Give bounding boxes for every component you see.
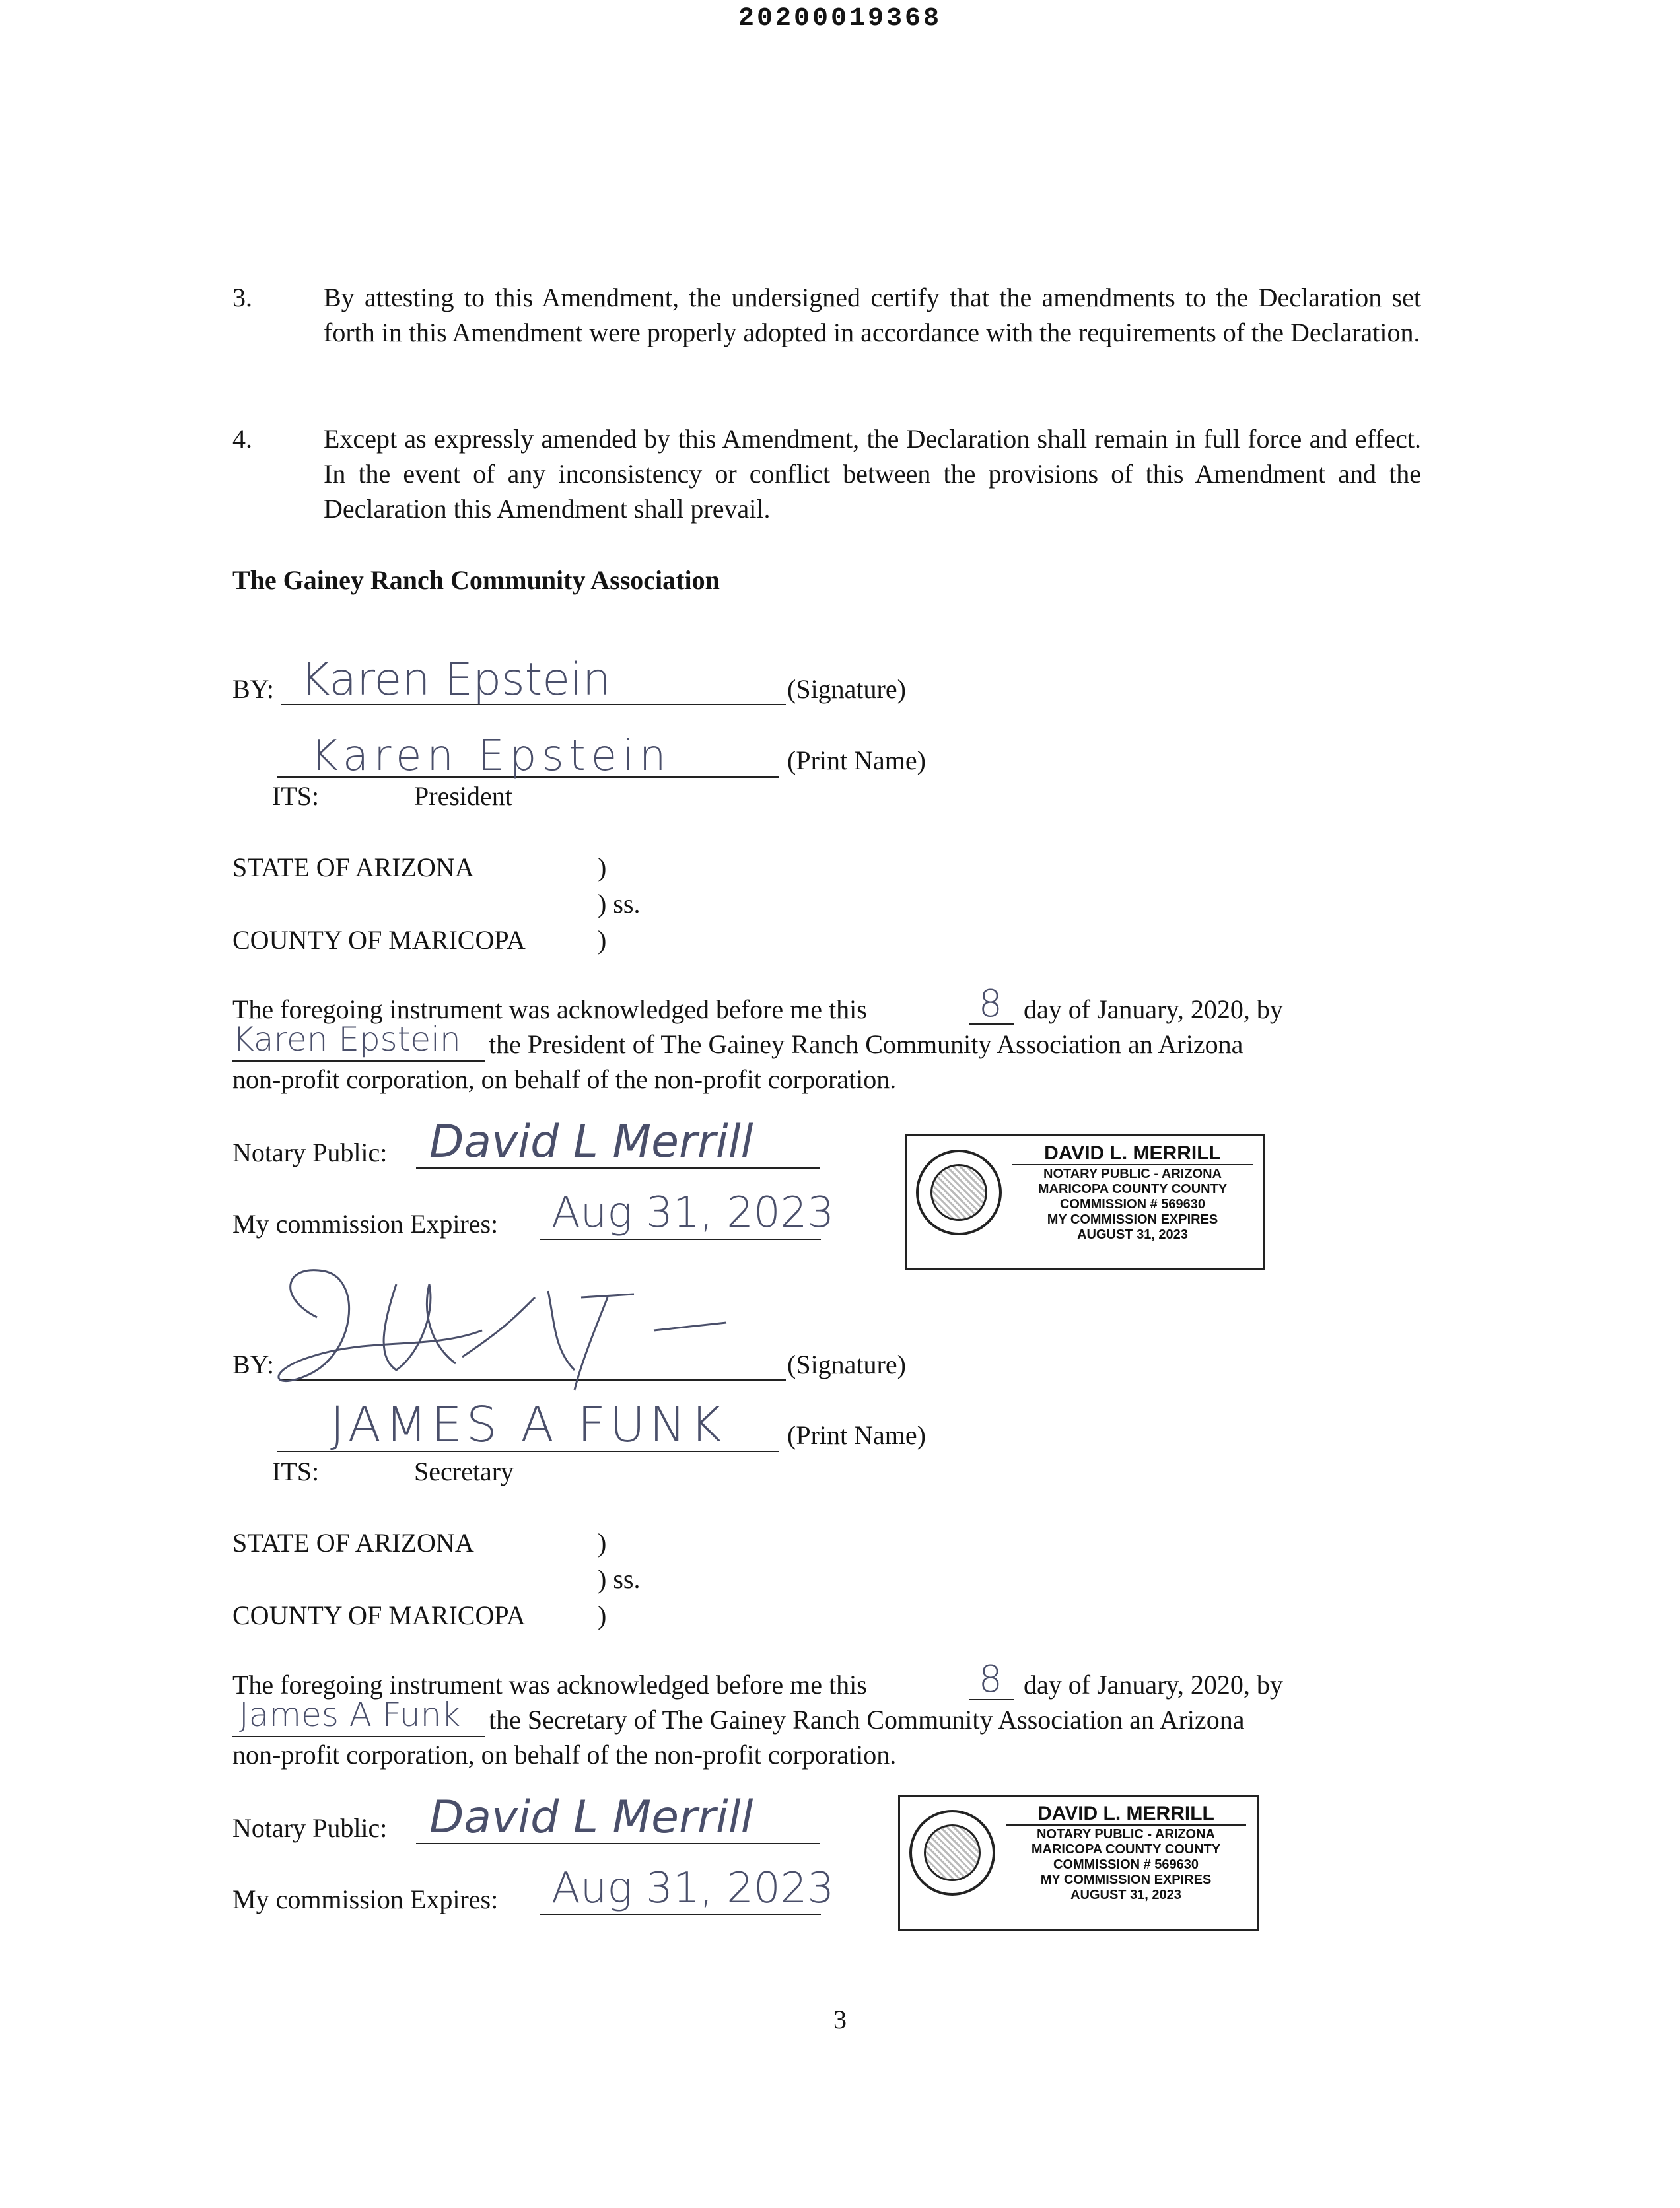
ack-line-1-after: day of January, 2020, by (1024, 1670, 1283, 1700)
print-name-label: (Print Name) (787, 745, 926, 775)
signature-label: (Signature) (787, 674, 906, 704)
commission-expires-label: My commission Expires: (232, 1209, 499, 1239)
signature-karen-epstein: Karen Epstein (300, 654, 612, 706)
signer-title: Secretary (414, 1457, 514, 1486)
stamp-name: DAVID L. MERRILL (1012, 1143, 1253, 1165)
paren: ) (598, 925, 607, 955)
ack-line-1-after: day of January, 2020, by (1024, 994, 1283, 1024)
paren: ) (598, 1528, 607, 1558)
notary-public-label: Notary Public: (232, 1813, 388, 1843)
page-number: 3 (833, 2005, 847, 2034)
stamp-line: AUGUST 31, 2023 (1077, 1227, 1188, 1242)
state-of-arizona-seal-icon (909, 1810, 995, 1896)
its-label: ITS: (272, 781, 320, 811)
ss-label: ) ss. (598, 889, 641, 918)
ack-name: James A Funk (239, 1696, 461, 1734)
notary-signature: David L Merrill (429, 1791, 753, 1844)
ack-name: Karen Epstein (232, 1020, 461, 1058)
print-name-label: (Print Name) (787, 1420, 926, 1450)
state-label: STATE OF ARIZONA (232, 852, 474, 882)
print-name-james-funk: JAMES A FUNK (330, 1397, 726, 1453)
by-label: BY: (232, 1350, 275, 1379)
signer-title: President (414, 781, 512, 811)
ack-line-2: the President of The Gainey Ranch Community Association an Arizona (489, 1029, 1243, 1059)
stamp-line: AUGUST 31, 2023 (1070, 1888, 1181, 1902)
ack-name-line (232, 1736, 485, 1737)
paragraph-4 (232, 421, 1421, 526)
ack-day: 8 (979, 1658, 1002, 1701)
paragraph-number: 4. (232, 424, 252, 454)
commission-expires-label: My commission Expires: (232, 1884, 499, 1914)
expires-line (540, 1914, 821, 1915)
notary-signature: David L Merrill (429, 1116, 753, 1168)
ack-line-3: non-profit corporation, on behalf of the non-profit corporation. (232, 1064, 897, 1094)
ack-line-1-before: The foregoing instrument was acknowledged before me this (232, 1670, 867, 1700)
print-name-karen-epstein: Karen Epstein (310, 732, 672, 780)
stamp-line: COMMISSION # 569630 (1059, 1197, 1206, 1212)
notary-stamp (905, 1134, 1265, 1270)
paragraph-number: 3. (232, 283, 252, 312)
stamp-line: MARICOPA COUNTY COUNTY (1037, 1182, 1228, 1196)
ss-label: ) ss. (598, 1564, 641, 1594)
document-number: 20200019368 (738, 4, 942, 34)
stamp-name: DAVID L. MERRILL (1006, 1803, 1246, 1826)
expires-date: Aug 31, 2023 (551, 1864, 835, 1913)
ack-line-3: non-profit corporation, on behalf of the non-profit corporation. (232, 1740, 897, 1770)
paragraph-text: By attesting to this Amendment, the undersigned certify that the amendments to the Declaration set forth in this Amendment were properly adopted in accordance with the requirements of the Declaration. (324, 283, 1421, 347)
notary-stamp (898, 1795, 1259, 1931)
by-label: BY: (232, 674, 275, 704)
signature-label: (Signature) (787, 1350, 906, 1379)
ack-line-1-before: The foregoing instrument was acknowledged before me this (232, 994, 867, 1024)
paren: ) (598, 852, 607, 882)
signature-james-funk (264, 1258, 740, 1410)
ack-line-2: the Secretary of The Gainey Ranch Community Association an Arizona (489, 1705, 1245, 1735)
paragraph-text: Except as expressly amended by this Amendment, the Declaration shall remain in full force and effect. In the event of any inconsistency or conflict between the provisions of this Amendment and the Declaration this Amendment shall prevail. (324, 424, 1421, 524)
expires-line (540, 1239, 821, 1240)
county-label: COUNTY OF MARICOPA (232, 925, 526, 955)
county-label: COUNTY OF MARICOPA (232, 1601, 526, 1630)
state-of-arizona-seal-icon (916, 1150, 1002, 1235)
paragraph-3 (232, 280, 1421, 350)
stamp-line: MY COMMISSION EXPIRES (1040, 1873, 1212, 1887)
ack-day: 8 (979, 983, 1002, 1025)
stamp-line: NOTARY PUBLIC - ARIZONA (1043, 1167, 1222, 1181)
stamp-line: MY COMMISSION EXPIRES (1047, 1212, 1218, 1227)
stamp-line: NOTARY PUBLIC - ARIZONA (1037, 1827, 1215, 1842)
its-label: ITS: (272, 1457, 320, 1486)
ack-name-line (232, 1060, 485, 1062)
paren: ) (598, 1601, 607, 1630)
expires-date: Aug 31, 2023 (551, 1189, 835, 1237)
stamp-line: COMMISSION # 569630 (1053, 1857, 1199, 1872)
notary-public-label: Notary Public: (232, 1138, 388, 1167)
stamp-line: MARICOPA COUNTY COUNTY (1031, 1842, 1221, 1857)
association-name: The Gainey Ranch Community Association (232, 565, 720, 595)
state-label: STATE OF ARIZONA (232, 1528, 474, 1558)
